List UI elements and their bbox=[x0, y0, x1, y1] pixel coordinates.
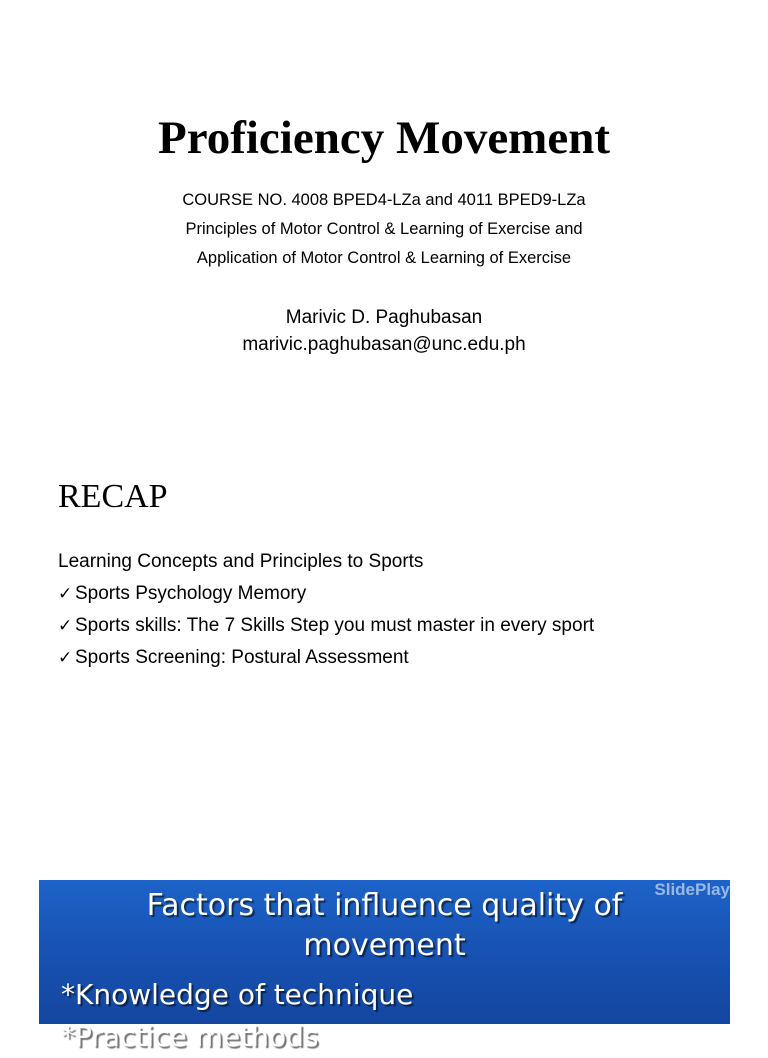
recap-slide bbox=[0, 460, 768, 720]
course-number-line: COURSE NO. 4008 BPED4-LZa and 4011 BPED9-LZa bbox=[182, 191, 586, 209]
course-title-line-1: Principles of Motor Control & Learning of Exercise and bbox=[185, 220, 583, 238]
checkmark-icon: ✓ bbox=[58, 584, 73, 603]
author-email: marivic.paghubasan@unc.edu.ph bbox=[242, 334, 526, 355]
course-info bbox=[0, 186, 768, 273]
slide-title: Proficiency Movement bbox=[158, 112, 610, 164]
factors-title-line-1: Factors that influence quality of bbox=[146, 888, 623, 923]
list-item bbox=[58, 578, 594, 610]
recap-list bbox=[58, 546, 594, 674]
list-item-text: Sports Screening: Postural Assessment bbox=[75, 647, 409, 668]
list-item: *Knowledge of technique bbox=[61, 978, 414, 1011]
list-item-text: Sports Psychology Memory bbox=[75, 583, 307, 604]
author-block bbox=[0, 304, 768, 358]
title-slide bbox=[0, 0, 768, 430]
course-title-line-2: Application of Motor Control & Learning of Exercise bbox=[196, 249, 572, 267]
recap-title: RECAP bbox=[58, 478, 168, 515]
factors-title-line-2: movement bbox=[303, 928, 466, 963]
factors-slide bbox=[39, 880, 730, 1053]
list-item bbox=[58, 610, 594, 642]
list-item-text: Sports skills: The 7 Skills Step you must master in every sport bbox=[75, 615, 595, 636]
recap-intro: Learning Concepts and Principles to Sports bbox=[58, 551, 424, 572]
checkmark-icon: ✓ bbox=[58, 648, 73, 667]
slideplay-watermark: SlidePlay bbox=[654, 880, 730, 899]
list-item: *Practice methods bbox=[61, 1020, 319, 1053]
factors-list bbox=[61, 974, 413, 1058]
checkmark-icon: ✓ bbox=[58, 616, 73, 635]
factors-title bbox=[39, 886, 730, 966]
list-item bbox=[58, 642, 594, 674]
author-name: Marivic D. Paghubasan bbox=[285, 307, 483, 328]
